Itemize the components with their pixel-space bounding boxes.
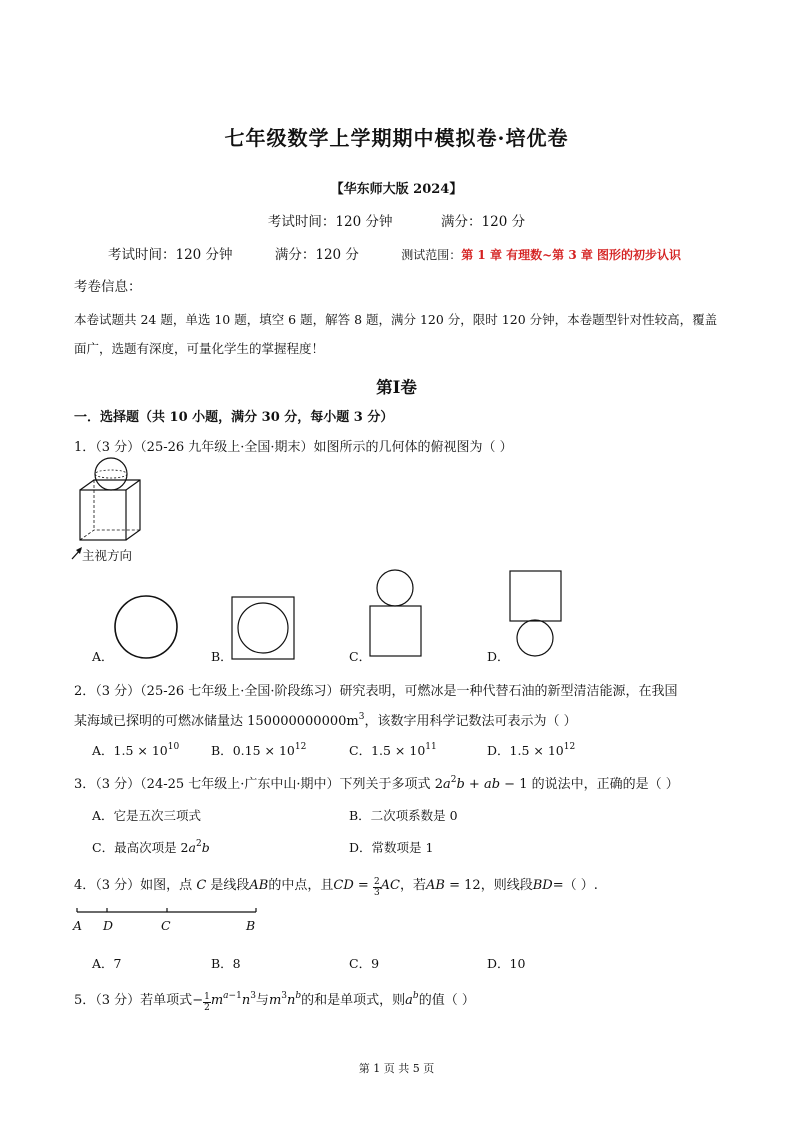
point-c-label: C (161, 918, 171, 933)
q1-option-c-circle-over-square (368, 569, 424, 659)
question-5-text: 5．（3 分）若单项式− $\frac{1}{2}$ $m^{a-1}n^3$与$m^3n^b$的和是单项式，则$a^b$的值（ ） (74, 991, 475, 1013)
q2-number: 某海域已探明的可燃冰储量达 150000000000 (74, 714, 347, 729)
scope-label: 测试范围： (401, 248, 462, 262)
q2-option-b[interactable]: B．$0.15 \times 10^{12}$ (211, 742, 307, 758)
q1-solid-figure (66, 458, 156, 548)
exam-info-center (0, 210, 793, 230)
q2-option-c[interactable]: C．$1.5 \times 10^{11}$ (349, 742, 437, 758)
edition-label: 【华东师大版 2024】 (330, 182, 463, 197)
q3-option-b[interactable]: B．二次项系数是 0 (349, 808, 458, 823)
q1-option-a[interactable]: A． (92, 649, 114, 664)
question-2-line1: 2．（3 分）（25-26 七年级上·全国·阶段练习）研究表明，可燃冰是一种代替石油的新型清洁能源，在我国 (74, 684, 678, 699)
q2-unit: m (346, 714, 359, 729)
q1-option-d[interactable]: D． (487, 649, 510, 664)
section-heading: 一．选择题（共 10 小题，满分 30 分，每小题 3 分） (74, 410, 394, 425)
q1-option-b-square-circle (230, 596, 296, 662)
q1-option-c[interactable]: C． (349, 649, 372, 664)
q3-option-a[interactable]: A．它是五次三项式 (92, 808, 202, 823)
info-label: 考卷信息： (74, 279, 142, 295)
volume-title: 第Ⅰ卷 (376, 378, 417, 397)
point-b-label: B (246, 918, 256, 933)
q2-option-a[interactable]: A．$1.5 \times 10^{10}$ (92, 742, 180, 758)
q4-option-c[interactable]: C．9 (349, 956, 380, 971)
q3-option-c[interactable]: C．最高次项是 $2a^2b$ (92, 839, 210, 855)
full-score: 满分：120 分 (274, 247, 359, 263)
q1-option-b[interactable]: B． (211, 649, 233, 664)
exam-info-line (108, 243, 681, 263)
point-a-label: A (73, 918, 83, 933)
q2-question: ，该数字用科学记数法可表示为（ ） (364, 714, 577, 729)
point-d-label: D (103, 918, 114, 933)
question-1-text: 1．（3 分）（25-26 九年级上·全国·期末）如图所示的几何体的俯视图为（ ） (74, 440, 513, 455)
full-score-center: 满分：120 分 (441, 214, 526, 230)
question-2-line2: 某海域已探明的可燃冰储量达 $150000000000m^3$，该数字用科学记数法可表示为（ ） (74, 712, 577, 729)
info-description: 本卷试题共 24 题，单选 10 题，填空 6 题，解答 8 题，满分 120 分，限时 120 分钟，本卷题型针对性较高，覆盖面广，选题有深度，可量化学生的掌握程度！ (74, 312, 718, 356)
q1-option-a-circle (112, 594, 182, 664)
question-4-text: 4．（3 分）如图，点 C 是线段AB的中点，且CD = $\frac{2}{3}$ AC，若AB = 12，则线段BD=（ ）. (74, 877, 598, 898)
question-3-text: 3．（3 分）（24-25 七年级上·广东中山·期中）下列关于多项式 $2a^2b$ + ab − 1 的说法中，正确的是（ ） (74, 775, 679, 792)
view-direction-label: 主视方向 (82, 548, 133, 563)
page-footer: 第 1 页 共 5 页 (358, 1062, 435, 1075)
q4-option-b[interactable]: B．8 (211, 956, 241, 971)
exam-time-center: 考试时间：120 分钟 (267, 214, 393, 230)
q4-option-a[interactable]: A．7 (92, 956, 122, 971)
scope-value: 第 1 章 有理数~第 3 章 图形的初步认识 (461, 248, 682, 262)
document-title: 七年级数学上学期期中模拟卷·培优卷 (224, 126, 569, 150)
q3-option-d[interactable]: D．常数项是 1 (349, 840, 434, 855)
exam-time: 考试时间：120 分钟 (108, 247, 233, 263)
q2-option-d[interactable]: D．$1.5 \times 10^{12}$ (487, 742, 576, 758)
q1-option-d-square-over-circle (508, 569, 564, 661)
q4-option-d[interactable]: D．10 (487, 956, 526, 971)
